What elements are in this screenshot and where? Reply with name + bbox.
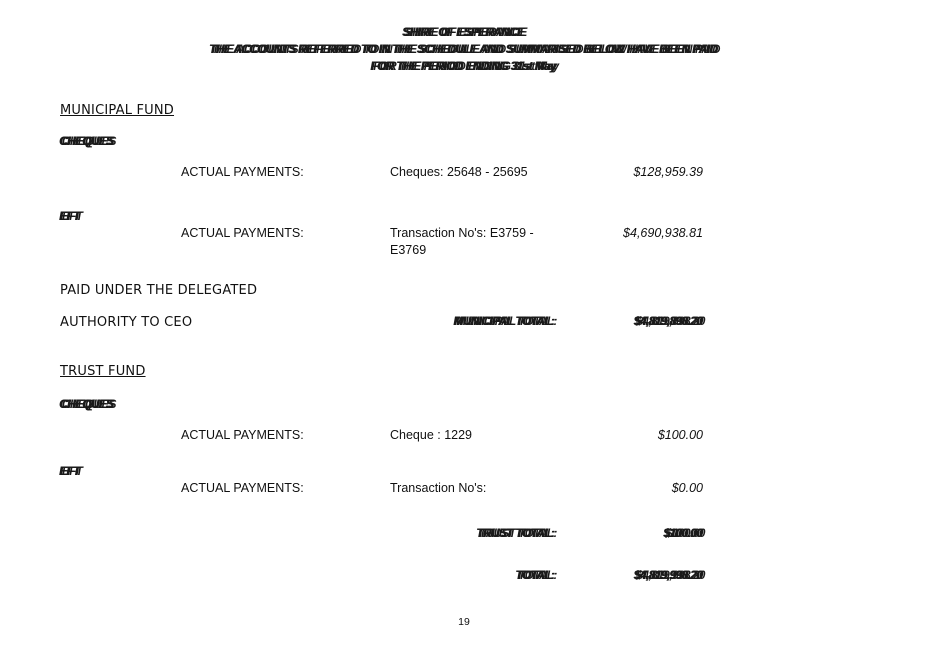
trust-total-amount: $100.00 [664, 528, 703, 540]
grand-total-label: TOTAL: [516, 570, 555, 582]
trust-cheques-label: ACTUAL PAYMENTS: [181, 428, 304, 442]
trust-eft-desc: Transaction No's: [390, 481, 487, 495]
delegated-authority-line2: AUTHORITY TO CEO [60, 315, 193, 330]
header-title: SHIRE OF ESPERANCE [403, 27, 525, 39]
municipal-cheques-amount: $128,959.39 [633, 165, 703, 179]
municipal-cheques-heading: CHEQUES [60, 136, 115, 148]
trust-cheques-heading: CHEQUES [60, 399, 115, 411]
municipal-eft-heading: EFT [60, 211, 81, 223]
page-number: 19 [458, 616, 470, 628]
municipal-fund-title: MUNICIPAL FUND [60, 103, 175, 118]
delegated-authority-line1: PAID UNDER THE DELEGATED [60, 283, 258, 298]
trust-total-label: TRUST TOTAL: [477, 528, 555, 540]
trust-eft-heading: EFT [60, 466, 81, 478]
municipal-total-amount: $4,819,898.20 [634, 316, 703, 328]
municipal-eft-amount: $4,690,938.81 [623, 226, 703, 240]
grand-total-amount: $4,819,998.20 [634, 570, 703, 582]
municipal-total-label: MUNICIPAL TOTAL: [454, 316, 555, 328]
municipal-cheques-label: ACTUAL PAYMENTS: [181, 165, 304, 179]
municipal-eft-desc: Transaction No's: E3759 - E3769 [390, 226, 534, 257]
municipal-cheques-desc: Cheques: 25648 - 25695 [390, 165, 528, 179]
trust-cheques-desc: Cheque : 1229 [390, 428, 473, 442]
municipal-eft-label: ACTUAL PAYMENTS: [181, 226, 304, 240]
trust-cheques-amount: $100.00 [657, 428, 703, 442]
header-subtitle: THE ACCOUNTS REFERRED TO IN THE SCHEDULE AND SUMMARISED BELOW HAVE BEEN PAID [210, 44, 718, 56]
trust-eft-amount: $0.00 [671, 481, 703, 495]
header-period: FOR THE PERIOD ENDING 31st May [371, 61, 557, 73]
trust-eft-label: ACTUAL PAYMENTS: [181, 481, 304, 495]
trust-fund-title: TRUST FUND [60, 364, 146, 379]
